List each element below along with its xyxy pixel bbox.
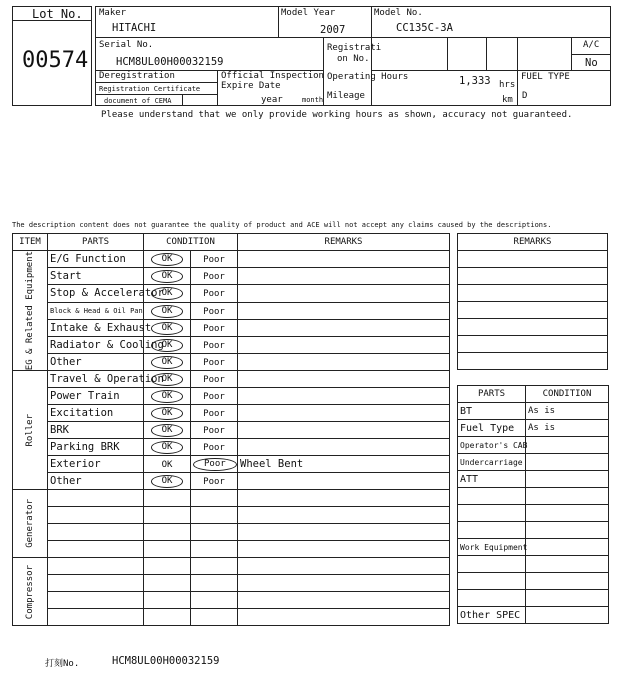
remarks-cell bbox=[458, 251, 608, 268]
remarks-row bbox=[458, 285, 608, 302]
condition-poor-cell bbox=[191, 388, 238, 405]
km-label: km bbox=[502, 95, 513, 105]
lot-label: Lot No. bbox=[32, 7, 83, 21]
condition-ok-option: OK bbox=[151, 287, 184, 300]
remarks-header: REMARKS bbox=[238, 234, 450, 251]
serial-value: HCM8UL00H00032159 bbox=[116, 56, 224, 68]
part-name: Excitation bbox=[48, 405, 144, 422]
table-row bbox=[13, 371, 450, 388]
side-part-name: BT bbox=[458, 403, 526, 420]
condition-ok-cell bbox=[144, 439, 191, 456]
part-name: E/G Function bbox=[48, 251, 144, 268]
side-part-name bbox=[458, 522, 526, 539]
side-part-name: ATT bbox=[458, 471, 526, 488]
maker-label: Maker bbox=[99, 8, 127, 18]
item-group-cell bbox=[13, 371, 48, 490]
condition-poor-cell bbox=[191, 456, 238, 473]
table-row bbox=[13, 473, 450, 490]
month-label: month bbox=[302, 96, 324, 104]
item-group-label: Roller bbox=[25, 413, 35, 447]
side-part-name bbox=[458, 556, 526, 573]
side-part-condition bbox=[526, 488, 609, 505]
remarks-cell bbox=[458, 353, 608, 370]
condition-poor-cell bbox=[191, 319, 238, 336]
remark-cell bbox=[238, 285, 450, 302]
condition-ok-cell bbox=[144, 456, 191, 473]
item-group-cell bbox=[13, 490, 48, 558]
side-part-condition bbox=[526, 607, 609, 624]
condition-ok-cell bbox=[144, 422, 191, 439]
table-row bbox=[13, 388, 450, 405]
condition-ok-cell bbox=[144, 609, 191, 626]
side-part-condition: As is bbox=[526, 420, 609, 437]
side-parts-row bbox=[458, 505, 609, 522]
condition-ok-cell bbox=[144, 490, 191, 507]
table-row bbox=[13, 456, 450, 473]
side-parts-row bbox=[458, 403, 609, 420]
part-name: Intake & Exhaust bbox=[48, 319, 144, 336]
condition-ok-cell bbox=[144, 251, 191, 268]
condition-poor-option: Poor bbox=[203, 272, 225, 283]
side-parts-row bbox=[458, 437, 609, 454]
side-parts-row bbox=[458, 420, 609, 437]
remark-cell bbox=[238, 422, 450, 439]
registration-label-1: Registrati bbox=[327, 43, 382, 53]
part-name: BRK bbox=[48, 422, 144, 439]
parts-header: PARTS bbox=[48, 234, 144, 251]
side-part-name bbox=[458, 505, 526, 522]
part-name bbox=[48, 575, 144, 592]
side-part-condition bbox=[526, 556, 609, 573]
fuel-type-label: FUEL TYPE bbox=[521, 72, 570, 82]
registration-cert-label: Registration Certificate bbox=[99, 85, 201, 93]
condition-ok-cell bbox=[144, 507, 191, 524]
side-parts-row bbox=[458, 471, 609, 488]
side-parts-row bbox=[458, 590, 609, 607]
remarks-row bbox=[458, 302, 608, 319]
condition-poor-cell bbox=[191, 285, 238, 302]
side-parts-row bbox=[458, 573, 609, 590]
table-row bbox=[13, 439, 450, 456]
condition-poor-option: Poor bbox=[203, 409, 225, 420]
part-name: Other bbox=[48, 473, 144, 490]
mileage-label: Mileage bbox=[327, 91, 365, 101]
remark-cell bbox=[238, 319, 450, 336]
side-parts-row bbox=[458, 454, 609, 471]
model-no-label: Model No. bbox=[374, 8, 423, 18]
table-row bbox=[13, 336, 450, 353]
condition-ok-option: OK bbox=[151, 270, 184, 283]
table-row bbox=[13, 302, 450, 319]
condition-ok-cell bbox=[144, 302, 191, 319]
remark-cell bbox=[238, 490, 450, 507]
item-group-label: Generator bbox=[25, 499, 35, 549]
description-notice: The description content does not guarantee the quality of product and ACE will not accept any claims caused by the descriptions. bbox=[12, 221, 552, 229]
table-row bbox=[13, 524, 450, 541]
condition-poor-option: Poor bbox=[203, 392, 225, 403]
part-name bbox=[48, 592, 144, 609]
remarks-row bbox=[458, 251, 608, 268]
hours-notice: Please understand that we only provide working hours as shown, accuracy not guaranteed. bbox=[101, 110, 573, 120]
part-name bbox=[48, 558, 144, 575]
side-part-condition bbox=[526, 573, 609, 590]
operating-hours-value: 1,333 bbox=[459, 75, 491, 87]
item-group-label: Compressor bbox=[25, 564, 35, 619]
condition-ok-option: OK bbox=[151, 390, 184, 403]
condition-ok-option: OK bbox=[151, 322, 184, 335]
table-row bbox=[13, 592, 450, 609]
condition-poor-option: Poor bbox=[203, 443, 225, 454]
side-part-condition bbox=[526, 437, 609, 454]
table-row bbox=[13, 490, 450, 507]
operating-hours-label: Operating Hours bbox=[327, 72, 409, 82]
side-condition-header: CONDITION bbox=[526, 386, 609, 403]
condition-poor-option: Poor bbox=[203, 477, 225, 488]
side-part-condition: As is bbox=[526, 403, 609, 420]
side-parts-row bbox=[458, 488, 609, 505]
part-name bbox=[48, 541, 144, 558]
remarks-cell bbox=[458, 285, 608, 302]
side-part-name: Other SPEC bbox=[458, 607, 526, 624]
part-name: Block & Head & Oil Pan bbox=[48, 302, 144, 319]
stamp-value: HCM8UL00H00032159 bbox=[112, 655, 220, 667]
remarks-row bbox=[458, 336, 608, 353]
side-part-condition bbox=[526, 522, 609, 539]
side-part-name bbox=[458, 590, 526, 607]
remark-cell bbox=[238, 336, 450, 353]
condition-poor-cell bbox=[191, 371, 238, 388]
side-parts-row bbox=[458, 607, 609, 624]
fuel-type-value: D bbox=[522, 91, 528, 101]
condition-poor-cell bbox=[191, 524, 238, 541]
remarks-cell bbox=[458, 336, 608, 353]
remark-cell bbox=[238, 388, 450, 405]
condition-poor-cell bbox=[191, 473, 238, 490]
condition-ok-cell bbox=[144, 473, 191, 490]
part-name: Power Train bbox=[48, 388, 144, 405]
remark-cell bbox=[238, 268, 450, 285]
condition-poor-option: Poor bbox=[203, 340, 225, 351]
condition-ok-option: OK bbox=[161, 460, 173, 471]
side-part-condition bbox=[526, 471, 609, 488]
condition-ok-option: OK bbox=[151, 407, 184, 420]
condition-poor-cell bbox=[191, 268, 238, 285]
item-group-cell bbox=[13, 251, 48, 371]
table-row bbox=[13, 251, 450, 268]
side-part-name: Undercarriage bbox=[458, 454, 526, 471]
inspection-table bbox=[12, 233, 450, 626]
remarks-cell bbox=[458, 319, 608, 336]
condition-poor-cell bbox=[191, 558, 238, 575]
part-name: Exterior bbox=[48, 456, 144, 473]
item-group-label: EG & Related Equipment bbox=[25, 251, 35, 371]
condition-ok-option: OK bbox=[151, 339, 184, 352]
remark-cell: Wheel Bent bbox=[238, 456, 450, 473]
condition-ok-cell bbox=[144, 558, 191, 575]
condition-poor-option: Poor bbox=[193, 458, 237, 471]
condition-ok-option: OK bbox=[151, 441, 184, 454]
side-parts-row bbox=[458, 522, 609, 539]
year-label: year bbox=[261, 95, 283, 105]
condition-header: CONDITION bbox=[144, 234, 238, 251]
remark-cell bbox=[238, 371, 450, 388]
remark-cell bbox=[238, 473, 450, 490]
condition-poor-option: Poor bbox=[203, 323, 225, 334]
condition-ok-option: OK bbox=[151, 475, 184, 488]
condition-ok-cell bbox=[144, 319, 191, 336]
expire-date-label: Expire Date bbox=[221, 81, 281, 91]
part-name bbox=[48, 507, 144, 524]
stamp-label: 打刻No. bbox=[45, 659, 80, 669]
item-header: ITEM bbox=[13, 234, 48, 251]
condition-ok-option: OK bbox=[151, 373, 184, 386]
maker-value: HITACHI bbox=[112, 22, 157, 34]
part-name bbox=[48, 524, 144, 541]
part-name: Start bbox=[48, 268, 144, 285]
condition-ok-cell bbox=[144, 405, 191, 422]
table-row bbox=[13, 609, 450, 626]
side-part-condition bbox=[526, 454, 609, 471]
remark-cell bbox=[238, 354, 450, 371]
condition-poor-cell bbox=[191, 609, 238, 626]
ac-value: No bbox=[585, 57, 598, 69]
condition-poor-cell bbox=[191, 354, 238, 371]
remark-cell bbox=[238, 524, 450, 541]
condition-poor-cell bbox=[191, 507, 238, 524]
cema-label: document of CEMA bbox=[104, 97, 172, 105]
condition-poor-option: Poor bbox=[203, 289, 225, 300]
condition-poor-cell bbox=[191, 541, 238, 558]
condition-poor-option: Poor bbox=[203, 358, 225, 369]
table-row bbox=[13, 319, 450, 336]
table-row bbox=[13, 541, 450, 558]
table-row bbox=[13, 354, 450, 371]
part-name: Other bbox=[48, 354, 144, 371]
table-row bbox=[13, 507, 450, 524]
condition-poor-cell bbox=[191, 336, 238, 353]
model-year-value: 2007 bbox=[320, 24, 346, 36]
remark-cell bbox=[238, 439, 450, 456]
official-inspection-label: Official Inspection bbox=[221, 71, 324, 81]
side-part-name bbox=[458, 488, 526, 505]
condition-poor-cell bbox=[191, 302, 238, 319]
side-remarks-header: REMARKS bbox=[458, 234, 608, 251]
condition-ok-cell bbox=[144, 354, 191, 371]
condition-poor-cell bbox=[191, 575, 238, 592]
hrs-label: hrs bbox=[499, 80, 516, 90]
side-part-condition bbox=[526, 505, 609, 522]
condition-poor-cell bbox=[191, 422, 238, 439]
remark-cell bbox=[238, 558, 450, 575]
side-part-condition bbox=[526, 539, 609, 556]
condition-poor-cell bbox=[191, 592, 238, 609]
side-parts-row bbox=[458, 556, 609, 573]
side-part-name: Fuel Type bbox=[458, 420, 526, 437]
condition-ok-cell bbox=[144, 524, 191, 541]
condition-poor-cell bbox=[191, 439, 238, 456]
remarks-row bbox=[458, 319, 608, 336]
part-name: Radiator & Cooling bbox=[48, 336, 144, 353]
side-part-name bbox=[458, 573, 526, 590]
remark-cell bbox=[238, 251, 450, 268]
remark-cell bbox=[238, 575, 450, 592]
side-parts-header: PARTS bbox=[458, 386, 526, 403]
table-row bbox=[13, 268, 450, 285]
side-parts-row bbox=[458, 539, 609, 556]
part-name: Parking BRK bbox=[48, 439, 144, 456]
condition-poor-cell bbox=[191, 405, 238, 422]
condition-poor-cell bbox=[191, 490, 238, 507]
part-name bbox=[48, 609, 144, 626]
table-row bbox=[13, 422, 450, 439]
part-name bbox=[48, 490, 144, 507]
condition-ok-cell bbox=[144, 268, 191, 285]
side-part-name: Operator's CAB bbox=[458, 437, 526, 454]
condition-ok-cell bbox=[144, 336, 191, 353]
condition-poor-option: Poor bbox=[203, 255, 225, 266]
condition-poor-option: Poor bbox=[203, 306, 225, 317]
remark-cell bbox=[238, 609, 450, 626]
remarks-row bbox=[458, 353, 608, 370]
deregistration-label: Deregistration bbox=[99, 71, 175, 81]
registration-label-2: on No. bbox=[337, 54, 370, 64]
condition-ok-option: OK bbox=[151, 305, 184, 318]
condition-poor-cell bbox=[191, 251, 238, 268]
side-part-condition bbox=[526, 590, 609, 607]
condition-poor-option: Poor bbox=[203, 426, 225, 437]
table-row bbox=[13, 405, 450, 422]
remarks-row bbox=[458, 268, 608, 285]
condition-ok-cell bbox=[144, 541, 191, 558]
condition-ok-option: OK bbox=[151, 424, 184, 437]
remarks-cell bbox=[458, 268, 608, 285]
condition-ok-option: OK bbox=[151, 356, 184, 369]
remark-cell bbox=[238, 507, 450, 524]
serial-label: Serial No. bbox=[99, 40, 154, 50]
remark-cell bbox=[238, 405, 450, 422]
model-no-value: CC135C-3A bbox=[396, 22, 453, 34]
part-name: Stop & Accelerator bbox=[48, 285, 144, 302]
table-row bbox=[13, 285, 450, 302]
condition-ok-option: OK bbox=[151, 253, 184, 266]
condition-ok-cell bbox=[144, 575, 191, 592]
remark-cell bbox=[238, 302, 450, 319]
condition-ok-cell bbox=[144, 285, 191, 302]
condition-ok-cell bbox=[144, 592, 191, 609]
condition-ok-cell bbox=[144, 388, 191, 405]
condition-poor-option: Poor bbox=[203, 375, 225, 386]
model-year-label: Model Year bbox=[281, 8, 336, 18]
side-parts-table bbox=[457, 385, 609, 624]
condition-ok-cell bbox=[144, 371, 191, 388]
table-row bbox=[13, 558, 450, 575]
side-part-name: Work Equipment bbox=[458, 539, 526, 556]
remarks-cell bbox=[458, 302, 608, 319]
part-name: Travel & Operation bbox=[48, 371, 144, 388]
remark-cell bbox=[238, 592, 450, 609]
lot-number: 00574 bbox=[22, 48, 89, 73]
remark-cell bbox=[238, 541, 450, 558]
table-row bbox=[13, 575, 450, 592]
side-remarks-table bbox=[457, 233, 608, 370]
item-group-cell bbox=[13, 558, 48, 626]
ac-label: A/C bbox=[583, 40, 600, 50]
